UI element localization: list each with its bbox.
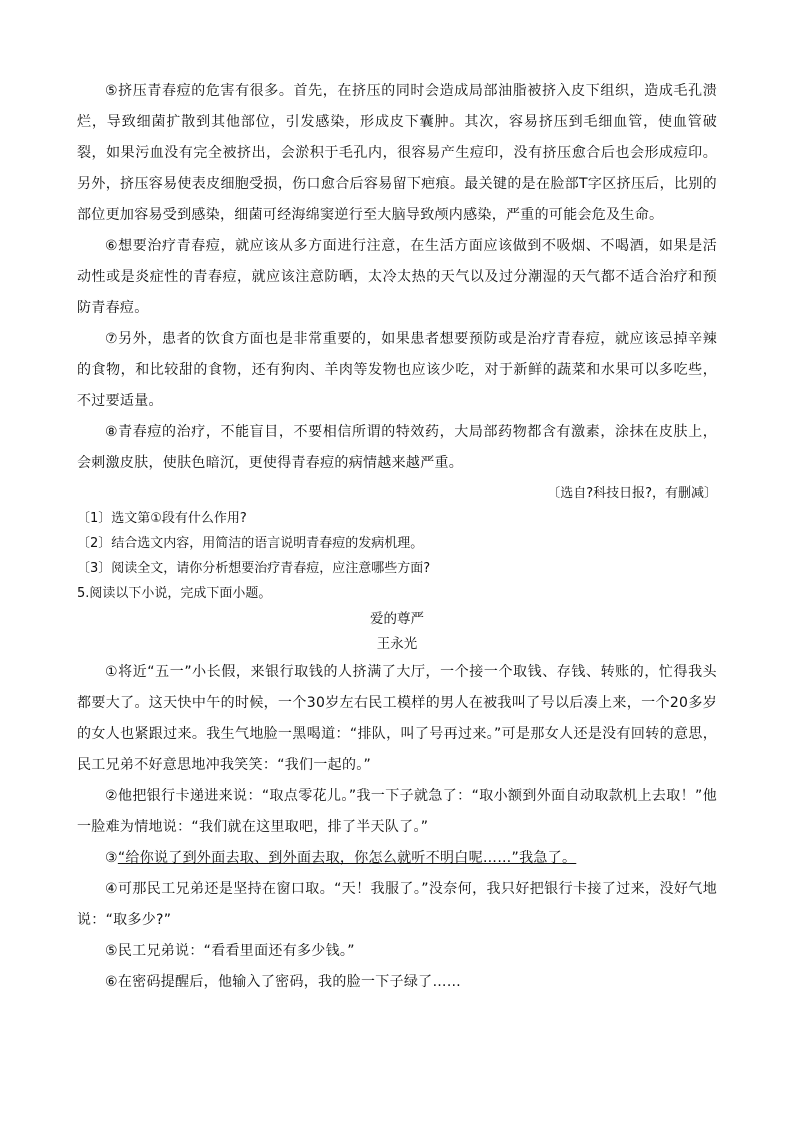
article-paragraph-8: ⑧青春痘的治疗，不能盲目，不要相信所谓的特效药，大局部药物都含有激素，涂抹在皮肤上，会刺激皮肤，使肤色暗沉，更使得青春痘的病情越来越严重。 <box>77 424 717 471</box>
article-body <box>77 76 717 479</box>
story-paragraph-5: ⑤民工兄弟说：“看看里面还有多少钱。” <box>105 943 355 959</box>
article-paragraph-7: ⑦另外，患者的饮食方面也是非常重要的，如果患者想要预防或是治疗青春痘，就应该忌掉辛辣的食物，和比较甜的食物，还有狗肉、羊肉等发物也应该少吃，对于新鲜的蔬菜和水果可以多吃些，不过要适量。 <box>77 331 717 409</box>
story-paragraph-6: ⑥在密码提醒后，他输入了密码，我的脸一下子绿了…… <box>105 974 462 990</box>
story-paragraph-3-number: ③ <box>105 850 118 866</box>
question-1: 〔1〕选文第①段有什么作用? <box>77 511 247 526</box>
story-paragraph-1: ①将近“五一”小长假，来银行取钱的人挤满了大厅，一个接一个取钱、存钱、转账的，忙得我头都要大了。这天快中午的时候，一个30岁左右民工模样的男人在被我叫了号以后凑上来，一个20多岁的女人也紧跟过来。我生气地脸一黑喝道：“排队，叫了号再过来。”可是那女人还是没有回转的意思，民工兄弟不好意思地冲我笑笑：“我们一起的。” <box>77 664 717 773</box>
task-5-instruction: 5.阅读以下小说，完成下面小题。 <box>77 586 272 601</box>
question-2: 〔2〕结合选文内容，用简洁的语言说明青春痘的发病机理。 <box>77 536 424 551</box>
story-paragraph-3 <box>77 843 717 874</box>
story-paragraph-4: ④可那民工兄弟还是坚持在窗口取。“天！我服了。”没奈何，我只好把银行卡接了过来，没好气地说：“取多少?” <box>77 881 717 928</box>
underlined-sentence: “给你说了到外面去取、到外面去取，你怎么就听不明白呢……”我急了。 <box>117 850 577 866</box>
story-body <box>77 657 717 998</box>
article-source: 〔选自?科技日报?，有删减〕 <box>547 486 717 501</box>
story-author: 王永光 <box>376 636 418 652</box>
story-paragraph-2: ②他把银行卡递进来说：“取点零花儿。”我一下子就急了：“取小额到外面自动取款机上去取！”他一脸难为情地说：“我们就在这里取吧，排了半天队了。” <box>77 788 717 835</box>
story-title: 爱的尊严 <box>370 611 424 627</box>
question-3: 〔3〕阅读全文，请你分析想要治疗青春痘，应注意哪些方面? <box>77 561 431 576</box>
article-paragraph-5: ⑤挤压青春痘的危害有很多。首先，在挤压的同时会造成局部油脂被挤入皮下组织，造成毛孔溃烂，导致细菌扩散到其他部位，引发感染，形成皮下囊肿。其次，容易挤压到毛细血管，使血管破裂，如果污血没有完全被挤出，会淤积于毛孔内，很容易产生痘印，没有挤压愈合后也会形成痘印。另外，挤压容易使表皮细胞受损，伤口愈合后容易留下疤痕。最关键的是在脸部T字区挤压后，比别的部位更加容易受到感染，细菌可经海绵窦逆行至大脑导致颅内感染，严重的可能会危及生命。 <box>77 83 717 223</box>
article-paragraph-6: ⑥想要治疗青春痘，就应该从多方面进行注意，在生活方面应该做到不吸烟、不喝酒，如果是活动性或是炎症性的青春痘，就应该注意防晒，太冷太热的天气以及过分潮湿的天气都不适合治疗和预防青春痘。 <box>77 238 717 316</box>
